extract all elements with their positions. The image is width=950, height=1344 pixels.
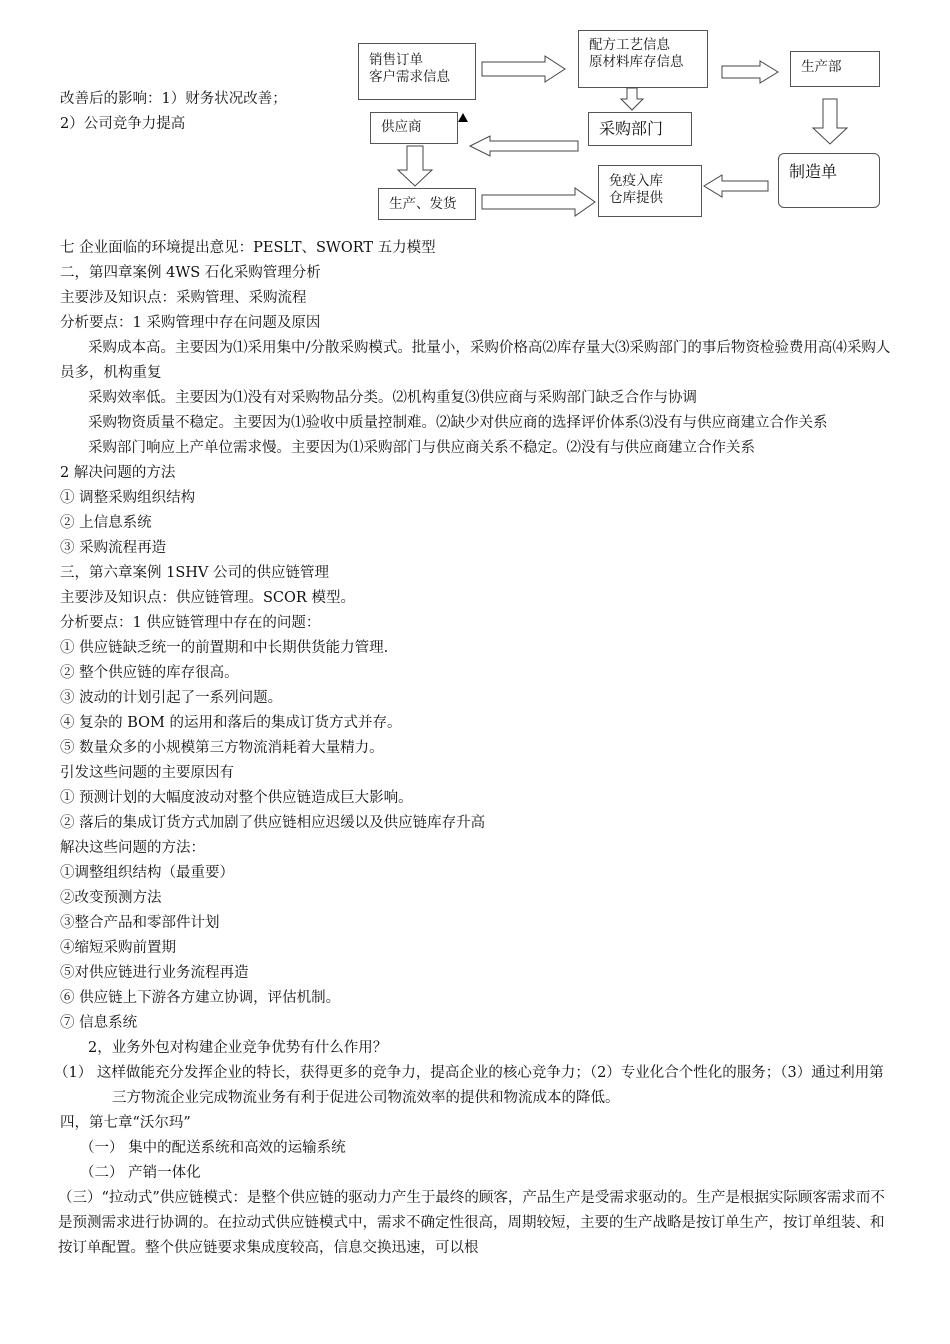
recipe-info-line-1: 配方工艺信息	[589, 37, 670, 53]
supplier-label: 供应商	[381, 119, 422, 135]
list-item: ⑤对供应链进行业务流程再造	[60, 965, 249, 981]
list-item: ⑤ 数量众多的小规模第三方物流消耗着大量精力。	[60, 740, 384, 756]
manufacturing-order-label: 制造单	[789, 162, 838, 181]
inspection-line-1: 免疫入库	[609, 173, 663, 189]
intro-line-1: 改善后的影响：1）财务状况改善；	[60, 91, 287, 107]
paragraph: 采购成本高。主要因为⑴采用集中/分散采购模式。批量小，采购价格高⑵库存量大⑶采购部门的事后物资检验费用高⑷采购人员多，机构重复	[60, 340, 891, 381]
paragraph: 采购物资质量不稳定。主要因为⑴验收中质量控制难。⑵缺少对供应商的选择评价体系⑶没有与供应商建立合作关系	[88, 415, 828, 431]
list-item: ② 整个供应链的库存很高。	[60, 665, 239, 681]
process-flow-diagram	[0, 0, 950, 235]
arrow-right-icon	[722, 61, 778, 83]
intro-line-2: 2）公司竞争力提高	[60, 116, 186, 132]
text-line: 分析要点：1 采购管理中存在问题及原因	[60, 315, 321, 331]
paragraph: 采购部门响应上产单位需求慢。主要因为⑴采购部门与供应商关系不稳定。⑵没有与供应商建立合作关系	[88, 440, 755, 456]
list-item: ① 预测计划的大幅度波动对整个供应链造成巨大影响。	[60, 790, 413, 806]
arrow-left-icon	[470, 136, 578, 156]
section-heading: 三，第六章案例 1SHV 公司的供应链管理	[60, 565, 329, 581]
list-item: ③ 波动的计划引起了一系列问题。	[60, 690, 283, 706]
purchasing-dept-label: 采购部门	[599, 119, 664, 138]
list-item: （一） 集中的配送系统和高效的运输系统	[80, 1140, 346, 1156]
production-dept-label: 生产部	[801, 59, 842, 75]
arrow-down-icon	[398, 146, 432, 186]
list-item: ④缩短采购前置期	[60, 940, 176, 956]
list-item: ③ 采购流程再造	[60, 540, 167, 556]
arrow-right-icon	[482, 188, 595, 216]
paragraph: （1） 这样做能充分发挥企业的特长，获得更多的竞争力，提高企业的核心竞争力；（2）专业化合个性化的服务；（3）通过利用第三方物流企业完成物流业务有利于促进公司物流效率的提供和物流成本的降低。	[54, 1065, 884, 1106]
list-item: ⑥ 供应链上下游各方建立协调，评估机制。	[60, 990, 341, 1006]
list-item: ③整合产品和零部件计划	[60, 915, 220, 931]
arrow-down-icon	[621, 88, 643, 110]
text-line: 主要涉及知识点：采购管理、采购流程	[60, 290, 307, 306]
list-item: ② 落后的集成订货方式加剧了供应链相应迟缓以及供应链库存升高	[60, 815, 486, 831]
question-line: 2，业务外包对构建企业竞争优势有什么作用？	[88, 1040, 388, 1056]
arrow-left-icon	[704, 175, 768, 197]
text-line: 分析要点：1 供应链管理中存在的问题：	[60, 615, 321, 631]
list-item: ① 调整采购组织结构	[60, 490, 196, 506]
arrow-right-icon	[482, 56, 565, 82]
inspection-line-2: 仓库提供	[609, 190, 663, 206]
list-item: ② 上信息系统	[60, 515, 152, 531]
arrow-down-icon	[813, 99, 847, 144]
document-body	[54, 236, 895, 1261]
list-item: ④ 复杂的 BOM 的运用和落后的集成订货方式并存。	[60, 715, 402, 731]
text-line: 解决这些问题的方法：	[60, 840, 205, 856]
list-item: ②改变预测方法	[60, 890, 162, 906]
paragraph: （三）“拉动式”供应链模式：是整个供应链的驱动力产生于最终的顾客，产品生产是受需求驱动的。生产是根据实际顾客需求而不是预测需求进行协调的。在拉动式供应链模式中，需求不确定性很高，周期较短，主要的生产战略是按订单生产，按订单组装、和按订单配置。整个供应链要求集成度较高，信息交换迅速，可以根	[58, 1190, 885, 1256]
list-item: （二） 产销一体化	[80, 1165, 201, 1181]
text-line: 主要涉及知识点：供应链管理。SCOR 模型。	[60, 590, 355, 606]
list-item: ①调整组织结构（最重要）	[60, 865, 234, 881]
text-line: 引发这些问题的主要原因有	[60, 765, 234, 781]
text-line: 2 解决问题的方法	[60, 465, 176, 481]
text-line: 七 企业面临的环境提出意见：PESLT、SWORT 五力模型	[60, 240, 436, 256]
recipe-info-line-2: 原材料库存信息	[589, 54, 684, 70]
produce-ship-label: 生产、发货	[389, 196, 457, 212]
flow-arrows	[0, 0, 950, 235]
section-heading: 二，第四章案例 4WS 石化采购管理分析	[60, 265, 321, 281]
sales-order-line-1: 销售订单	[369, 52, 423, 68]
sales-order-line-2: 客户需求信息	[369, 69, 450, 85]
list-item: ⑦ 信息系统	[60, 1015, 138, 1031]
list-item: ① 供应链缺乏统一的前置期和中长期供货能力管理.	[60, 640, 389, 656]
paragraph: 采购效率低。主要因为⑴没有对采购物品分类。⑵机构重复⑶供应商与采购部门缺乏合作与协调	[88, 390, 697, 406]
section-heading: 四，第七章“沃尔玛”	[60, 1115, 191, 1131]
